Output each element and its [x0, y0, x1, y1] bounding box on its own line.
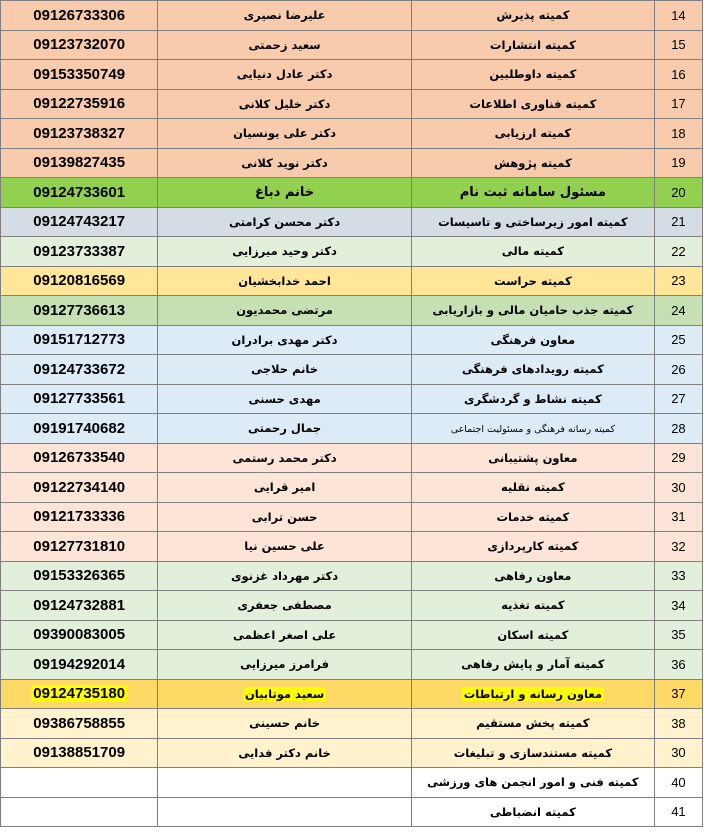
name-cell-text: دکتر خلیل کلانی [238, 96, 331, 111]
phone-cell [1, 443, 158, 473]
name-cell-text: علی اصغر اعظمی [232, 627, 337, 642]
row-number-cell [654, 473, 702, 503]
phone-cell-text: 09127731810 [33, 537, 126, 555]
committee-cell-text: کمیته تغذیه [501, 598, 565, 613]
phone-cell-text: 09124733672 [33, 360, 126, 378]
name-cell-text: خانم حلاجی [251, 362, 319, 377]
committee-cell [411, 266, 654, 296]
table-row [1, 620, 703, 650]
name-cell-text: دکتر مهدی برادران [231, 332, 338, 347]
row-number-cell-text: 35 [671, 627, 686, 643]
phone-cell [1, 237, 158, 267]
phone-cell-text: 09194292014 [33, 655, 126, 673]
row-number-cell [654, 768, 702, 798]
name-cell-text: خانم دکتر فدایی [238, 745, 331, 760]
row-number-cell [654, 502, 702, 532]
committee-cell [411, 384, 654, 414]
name-cell [158, 768, 412, 798]
phone-cell [1, 60, 158, 90]
committee-cell [411, 296, 654, 326]
row-number-cell [654, 148, 702, 178]
committee-cell [411, 148, 654, 178]
name-cell-text: علیرضا نصیری [243, 8, 326, 23]
phone-cell [1, 296, 158, 326]
name-cell-text: حسن ترابی [251, 509, 318, 524]
phone-cell [1, 266, 158, 296]
row-number-cell-text: 32 [671, 538, 686, 554]
row-number-cell-text: 27 [671, 391, 686, 407]
name-cell [158, 384, 412, 414]
row-number-cell-text: 33 [671, 568, 686, 584]
committee-cell-text: کمیته مستندسازی و تبلیغات [453, 745, 613, 760]
row-number-cell-text: 21 [671, 214, 686, 230]
name-cell [158, 738, 412, 768]
contacts-table-body [1, 1, 703, 827]
phone-cell [1, 207, 158, 237]
phone-cell-text: 09127733561 [33, 390, 126, 408]
name-cell [158, 414, 412, 444]
row-number-cell-text: 24 [671, 302, 686, 318]
table-row [1, 502, 703, 532]
name-cell-text: احمد خدابخشیان [238, 273, 331, 288]
table-row [1, 473, 703, 503]
phone-cell [1, 414, 158, 444]
committee-cell [411, 561, 654, 591]
phone-cell-text: 09124743217 [33, 213, 126, 231]
row-number-cell [654, 532, 702, 562]
row-number-cell [654, 1, 702, 31]
row-number-cell-text: 16 [671, 66, 686, 82]
table-row [1, 797, 703, 827]
name-cell-text: دکتر نوید کلانی [241, 155, 328, 170]
phone-cell-text: 09121733336 [33, 508, 126, 526]
name-cell-text: مهدی حسنی [248, 391, 321, 406]
phone-cell-text: 09123732070 [33, 36, 126, 54]
name-cell [158, 119, 412, 149]
name-cell-text: مصطفی جعفری [237, 598, 332, 613]
committee-cell-text: کمیته کارپردازی [487, 539, 579, 554]
row-number-cell [654, 414, 702, 444]
row-number-cell [654, 561, 702, 591]
committee-cell [411, 620, 654, 650]
table-row [1, 119, 703, 149]
name-cell [158, 561, 412, 591]
phone-cell [1, 650, 158, 680]
table-row [1, 237, 703, 267]
phone-cell-text: 09123733387 [33, 242, 126, 260]
phone-cell-text: 09153326365 [33, 567, 126, 585]
table-row [1, 443, 703, 473]
name-cell-text: دکتر مهرداد غزنوی [231, 568, 339, 583]
phone-cell [1, 591, 158, 621]
name-cell [158, 237, 412, 267]
phone-cell [1, 30, 158, 60]
table-row [1, 561, 703, 591]
committee-cell [411, 502, 654, 532]
phone-cell-text: 09390083005 [33, 626, 126, 644]
row-number-cell-text: 28 [671, 420, 686, 436]
name-cell-text: دکتر علی یونسیان [233, 126, 337, 141]
phone-cell [1, 89, 158, 119]
row-number-cell-text: 26 [671, 361, 686, 377]
row-number-cell-text: 29 [671, 450, 686, 466]
phone-cell [1, 502, 158, 532]
row-number-cell-text: 36 [671, 656, 686, 672]
table-row [1, 296, 703, 326]
phone-cell [1, 473, 158, 503]
table-row [1, 591, 703, 621]
committee-cell-text: کمیته آمار و پایش رفاهی [461, 657, 605, 672]
row-number-cell [654, 237, 702, 267]
row-number-cell [654, 89, 702, 119]
committee-cell [411, 473, 654, 503]
name-cell-text: جمال رحمتی [247, 421, 322, 436]
row-number-cell-text: 25 [671, 332, 686, 348]
row-number-cell-text: 30 [671, 745, 686, 761]
committee-cell [411, 591, 654, 621]
phone-cell-text: 09386758855 [33, 714, 126, 732]
name-cell [158, 60, 412, 90]
phone-cell [1, 148, 158, 178]
committee-cell [411, 709, 654, 739]
name-cell [158, 502, 412, 532]
row-number-cell-text: 38 [671, 715, 686, 731]
row-number-cell [654, 709, 702, 739]
committee-cell-text: کمیته خدمات [496, 509, 570, 524]
committee-cell [411, 60, 654, 90]
row-number-cell [654, 30, 702, 60]
row-number-cell [654, 266, 702, 296]
committee-cell [411, 768, 654, 798]
table-row [1, 89, 703, 119]
committee-cell-text: کمیته پذیرش [496, 8, 570, 23]
committee-cell-text: کمیته حراست [494, 273, 572, 288]
row-number-cell [654, 620, 702, 650]
table-row [1, 148, 703, 178]
name-cell-text: سعید موتابیان [244, 686, 325, 701]
row-number-cell-text: 14 [671, 7, 686, 23]
phone-cell-text: 09122734140 [33, 478, 126, 496]
name-cell [158, 148, 412, 178]
row-number-cell [654, 178, 702, 208]
row-number-cell [654, 443, 702, 473]
phone-cell [1, 679, 158, 709]
name-cell [158, 591, 412, 621]
phone-cell [1, 768, 158, 798]
committee-cell [411, 30, 654, 60]
committee-cell-text: معاون فرهنگی [490, 332, 576, 347]
name-cell [158, 709, 412, 739]
phone-cell [1, 709, 158, 739]
row-number-cell [654, 738, 702, 768]
committee-cell [411, 679, 654, 709]
committee-cell-text: کمیته نقلیه [500, 480, 565, 495]
name-cell [158, 296, 412, 326]
committee-cell [411, 414, 654, 444]
name-cell [158, 30, 412, 60]
name-cell [158, 207, 412, 237]
table-row [1, 679, 703, 709]
committee-cell [411, 443, 654, 473]
row-number-cell-text: 19 [671, 155, 686, 171]
committee-cell [411, 89, 654, 119]
committee-cell [411, 178, 654, 208]
phone-cell [1, 738, 158, 768]
row-number-cell [654, 119, 702, 149]
committee-cell-text: کمیته رویدادهای فرهنگی [461, 362, 604, 377]
name-cell [158, 679, 412, 709]
name-cell [158, 473, 412, 503]
phone-cell [1, 620, 158, 650]
row-number-cell-text: 31 [671, 509, 686, 525]
table-row [1, 650, 703, 680]
phone-cell-text: 09191740682 [33, 419, 126, 437]
row-number-cell-text: 41 [671, 804, 686, 820]
name-cell [158, 355, 412, 385]
committee-cell-text: کمیته اسکان [497, 627, 569, 642]
phone-cell-text: 09120816569 [33, 272, 126, 290]
name-cell [158, 620, 412, 650]
committee-cell-text: کمیته انضباطی [489, 804, 576, 819]
committee-cell [411, 237, 654, 267]
name-cell-text: دکتر محسن کرامتی [229, 214, 341, 229]
phone-cell [1, 561, 158, 591]
table-row [1, 738, 703, 768]
phone-cell [1, 355, 158, 385]
phone-cell-text: 09124735180 [33, 685, 126, 703]
phone-cell [1, 119, 158, 149]
row-number-cell [654, 207, 702, 237]
row-number-cell-text: 37 [671, 686, 686, 702]
row-number-cell-text: 23 [671, 273, 686, 289]
name-cell-text: خانم حسینی [249, 716, 321, 731]
table-row [1, 355, 703, 385]
name-cell-text: دکتر عادل دنیایی [236, 67, 333, 82]
committee-cell-text: کمیته جذب حامیان مالی و بازاریابی [432, 303, 634, 318]
name-cell [158, 797, 412, 827]
row-number-cell-text: 15 [671, 37, 686, 53]
phone-cell-text: 09139827435 [33, 154, 126, 172]
phone-cell-text: 09126733540 [33, 449, 126, 467]
phone-cell [1, 797, 158, 827]
row-number-cell-text: 40 [671, 774, 686, 790]
committee-cell-text: کمیته امور زیرساختی و تاسیسات [438, 214, 628, 229]
phone-cell [1, 325, 158, 355]
committee-cell-text: کمیته داوطلبین [489, 67, 577, 82]
committee-cell-text: کمیته ارزیابی [494, 126, 572, 141]
row-number-cell-text: 22 [671, 243, 686, 259]
name-cell-text: علی حسین نیا [244, 539, 325, 554]
committee-cell-text: معاون رفاهی [494, 568, 572, 583]
name-cell [158, 89, 412, 119]
row-number-cell [654, 797, 702, 827]
row-number-cell [654, 679, 702, 709]
phone-cell-text: 09126733306 [33, 6, 126, 24]
name-cell [158, 178, 412, 208]
committee-cell [411, 650, 654, 680]
name-cell-text: امیر قرایی [253, 480, 316, 495]
table-row [1, 30, 703, 60]
row-number-cell [654, 355, 702, 385]
name-cell-text: مرتضی محمدیون [236, 303, 333, 318]
row-number-cell-text: 30 [671, 479, 686, 495]
row-number-cell [654, 650, 702, 680]
name-cell [158, 325, 412, 355]
phone-cell-text: 09153350749 [33, 65, 126, 83]
name-cell-text: خانم دباغ [254, 184, 315, 200]
table-row [1, 384, 703, 414]
row-number-cell [654, 325, 702, 355]
phone-cell [1, 178, 158, 208]
table-row [1, 414, 703, 444]
committee-cell-text: مسئول سامانه ثبت نام [459, 184, 606, 200]
row-number-cell-text: 34 [671, 597, 686, 613]
committee-cell-text: کمیته پژوهش [494, 155, 572, 170]
phone-cell-text: 09123738327 [33, 124, 126, 142]
name-cell [158, 266, 412, 296]
committee-cell [411, 119, 654, 149]
table-row [1, 709, 703, 739]
table-row [1, 532, 703, 562]
name-cell-text: فرامرز میرزایی [240, 657, 330, 672]
committee-cell-text: معاون پشتیبانی [488, 450, 578, 465]
table-row [1, 768, 703, 798]
name-cell [158, 650, 412, 680]
committee-cell [411, 325, 654, 355]
committee-cell-text: کمیته فناوری اطلاعات [469, 96, 597, 111]
name-cell [158, 443, 412, 473]
committee-cell-text: کمیته انتشارات [489, 37, 576, 52]
row-number-cell [654, 591, 702, 621]
row-number-cell-text: 18 [671, 125, 686, 141]
phone-cell-text: 09124732881 [33, 596, 126, 614]
committee-cell-text: کمیته مالی [501, 244, 564, 259]
table-row [1, 1, 703, 31]
name-cell-text: سعید زحمتی [248, 37, 321, 52]
row-number-cell [654, 384, 702, 414]
table-row [1, 207, 703, 237]
committee-cell [411, 355, 654, 385]
name-cell-text: دکتر وحید میرزایی [232, 244, 337, 259]
table-row [1, 60, 703, 90]
table-row [1, 266, 703, 296]
row-number-cell [654, 60, 702, 90]
phone-cell-text: 09151712773 [33, 331, 126, 349]
phone-cell [1, 384, 158, 414]
committee-cell-text: کمیته نشاط و گردشگری [464, 391, 602, 406]
phone-cell-text: 09124733601 [33, 183, 126, 201]
phone-cell-text: 09122735916 [33, 95, 126, 113]
row-number-cell [654, 296, 702, 326]
row-number-cell-text: 17 [671, 96, 686, 112]
table-row [1, 325, 703, 355]
committee-cell-text: کمیته پخش مستقیم [476, 716, 590, 731]
committee-cell [411, 207, 654, 237]
committee-cell-text: معاون رسانه و ارتباطات [463, 686, 602, 701]
phone-cell [1, 1, 158, 31]
phone-cell [1, 532, 158, 562]
name-cell [158, 532, 412, 562]
phone-cell-text: 09127736613 [33, 301, 126, 319]
row-number-cell-text: 20 [671, 184, 686, 200]
table-row [1, 178, 703, 208]
name-cell-text: دکتر محمد رستمی [232, 450, 337, 465]
committee-cell [411, 797, 654, 827]
committee-cell-text: کمیته رسانه فرهنگی و مسئولیت اجتماعی [450, 424, 615, 436]
name-cell [158, 1, 412, 31]
committee-cell-text: کمیته فنی و امور انجمن های ورزشی [427, 775, 639, 790]
committee-cell [411, 532, 654, 562]
committee-cell [411, 1, 654, 31]
phone-cell-text: 09138851709 [33, 744, 126, 762]
committee-cell [411, 738, 654, 768]
